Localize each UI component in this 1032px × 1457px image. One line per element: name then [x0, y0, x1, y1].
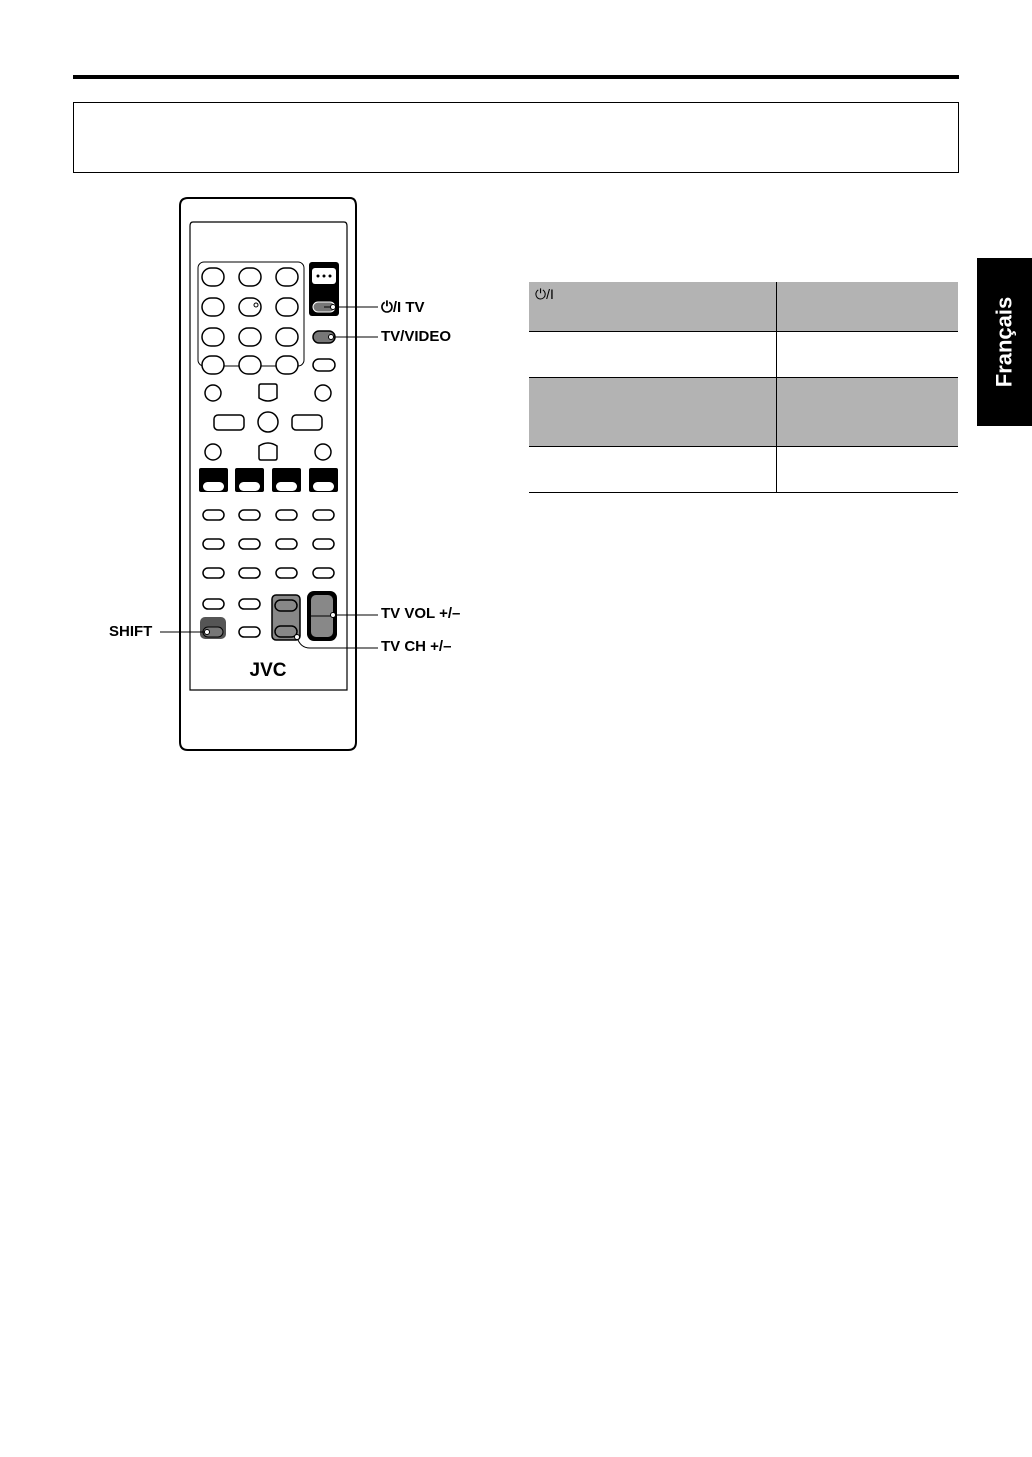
language-tab: [977, 258, 1032, 426]
table-cell: ⏻/I: [529, 282, 777, 331]
table-cell: [529, 377, 777, 446]
table-cell: [529, 331, 777, 377]
callout-power-tv: ⏻/I TV: [381, 299, 425, 316]
table-row: [529, 446, 958, 492]
function-table: [529, 282, 958, 493]
table-cell: [777, 377, 959, 446]
table-cell: [777, 331, 959, 377]
table-row: [529, 377, 958, 446]
callout-shift: SHIFT: [109, 623, 153, 640]
callout-tv-video: TV/VIDEO: [381, 328, 452, 345]
table-cell: [529, 446, 777, 492]
language-tab-label: Français: [991, 296, 1017, 388]
callout-tv-vol: TV VOL +/–: [381, 605, 461, 622]
callout-tv-ch: TV CH +/–: [381, 638, 452, 655]
brand-logo: JVC: [249, 660, 287, 681]
table-cell: [777, 282, 959, 331]
table-row: [529, 331, 958, 377]
table-row: [529, 282, 958, 331]
table-cell: [777, 446, 959, 492]
